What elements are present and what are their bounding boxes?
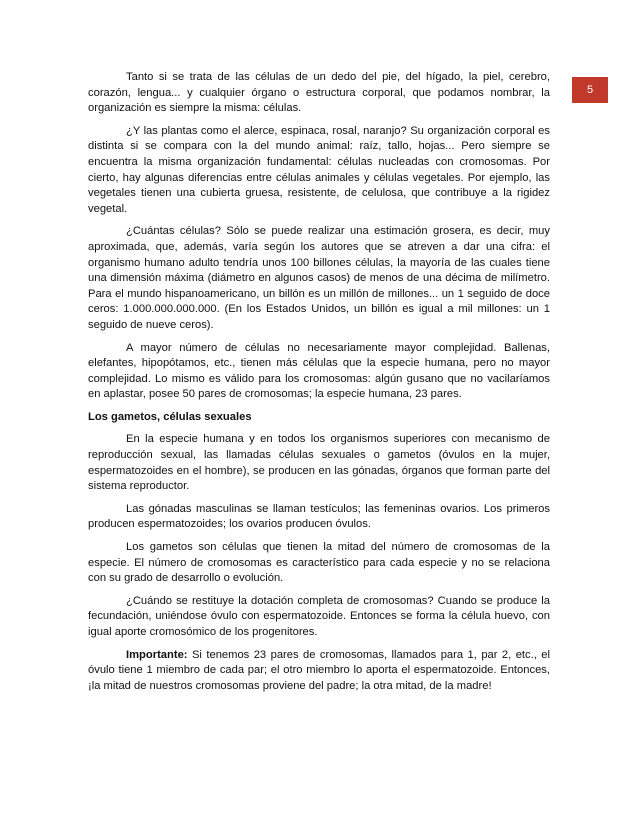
paragraph-gamete-chromosomes: Los gametos son células que tienen la mitad del número de cromosomas de la especie. El número de cromosomas es característico para cada especie y no se relaciona con su grado de desarrollo o evolución.: [88, 541, 550, 585]
paragraph-complexity: A mayor número de células no necesariamente mayor complejidad. Ballenas, elefantes, hipopótamos, etc., tienen más células que la especie humana, pero no mayor complejidad. Lo mismo es válido para los cromosomas: algún gusano que no vacilaríamos en aplastar, posee 50 pares de cromosomas; la especie humana, 23 pares.: [88, 341, 550, 401]
section-heading: Los gametos, células sexuales: [88, 410, 252, 423]
paragraph-cells-organs: Tanto si se trata de las células de un dedo del pie, del hígado, la piel, cerebro, corazón, lengua... y cualquier órgano o estructura corporal, que podamos nombrar, la organización es siempre la misma: células.: [88, 71, 550, 115]
paragraph-plants: ¿Y las plantas como el alerce, espinaca, rosal, naranjo? Su organización corporal es distinta si se compara con la del mundo animal: raíz, tallo, hojas... Pero siempre se encuentra la misma organización fundamental: células nucleadas con cromosomas. Por cierto, hay algunas diferencias entre células animales y células vegetales. Por ejemplo, las vegetales tienen una cubierta gruesa, resistente, de celulosa, que contribuye a la rigidez vegetal.: [88, 124, 550, 215]
paragraph-gametes-intro: En la especie humana y en todos los organismos superiores con mecanismo de reproducción sexual, las llamadas células sexuales o gametos (óvulos en la mujer, espermatozoides en el hombre), se producen en las gónadas, órganos que forman parte del sistema reproductor.: [88, 433, 550, 493]
paragraph-gonads: Las gónadas masculinas se llaman testículos; las femeninas ovarios. Los primeros producen espermatozoides; los ovarios producen óvulos.: [88, 502, 550, 531]
important-text: Si tenemos 23 pares de cromosomas, llamados para 1, par 2, etc., el óvulo tiene 1 miembro de cada par; el otro miembro lo aporta el espermatozoide. Entonces, ¡la mitad de nuestros cromosomas proviene del padre; la otra mitad, de la madre!: [88, 648, 550, 692]
paragraph-important: [88, 648, 550, 695]
important-label: Importante:: [126, 648, 188, 661]
paragraph-fertilization: ¿Cuándo se restituye la dotación completa de cromosomas? Cuando se produce la fecundación, uniéndose óvulo con espermatozoide. Entonces se forma la célula huevo, con igual aporte cromosómico de los progenitores.: [88, 594, 550, 638]
paragraph-cell-count: ¿Cuántas células? Sólo se puede realizar una estimación grosera, es decir, muy aproximada, que, además, varía según los autores que se atreven a dar una cifra: el organismo humano adulto tendría unos 100 billones células, la mayoría de las cuales tiene una dimensión máxima (diámetro en algunos casos) de menos de una décima de milímetro. Para el mundo hispanoamericano, un billón es un millón de millones... un 1 seguido de doce ceros: 1.000.000.000.000. (En los Estados Unidos, un billón es igual a mil millones: un 1 seguido de nueve ceros).: [88, 225, 550, 331]
page-number-badge: 5: [572, 77, 608, 103]
document-body: [88, 70, 550, 701]
